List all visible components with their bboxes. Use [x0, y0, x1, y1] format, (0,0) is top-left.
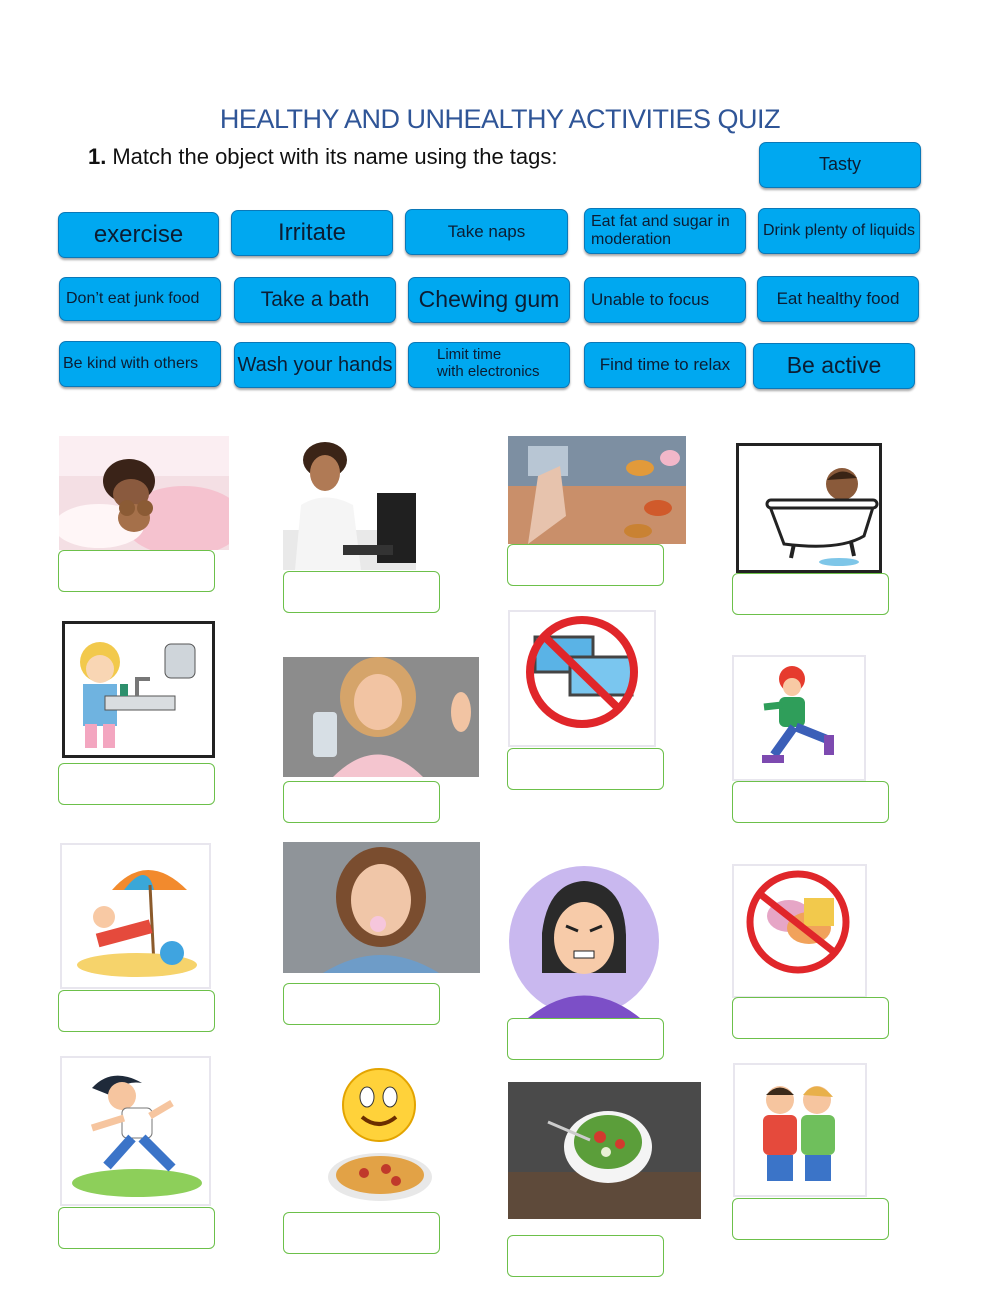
tag-dont-eat-junk[interactable]: Don’t eat junk food	[59, 277, 221, 321]
tag-take-bath[interactable]: Take a bath	[234, 277, 396, 323]
tag-unable-focus[interactable]: Unable to focus	[584, 277, 746, 323]
emoji-with-pizza-image	[324, 1065, 440, 1205]
girl-blowing-gum-image	[283, 842, 480, 973]
tag-eat-fat-line1: Eat fat and sugar in	[591, 213, 730, 230]
tag-exercise[interactable]: exercise	[58, 212, 219, 258]
answer-box-4[interactable]	[732, 573, 889, 615]
kids-hugging-image	[733, 1063, 867, 1197]
girl-holding-water-image	[283, 657, 479, 777]
no-junk-food-sign-image	[732, 864, 867, 998]
tag-take-naps[interactable]: Take naps	[405, 209, 568, 255]
boy-running-image	[60, 1056, 211, 1206]
answer-box-16[interactable]	[732, 1198, 889, 1240]
answer-box-2[interactable]	[283, 571, 440, 613]
refusing-junk-food-image	[508, 436, 686, 544]
tag-eat-fat-sugar[interactable]	[584, 208, 746, 254]
answer-box-3[interactable]	[507, 544, 664, 586]
answer-box-10[interactable]	[283, 983, 440, 1025]
answer-box-5[interactable]	[58, 763, 215, 805]
no-screens-sign-image	[508, 610, 656, 747]
child-relaxing-at-beach-image	[60, 843, 211, 989]
bored-woman-at-computer-image	[283, 435, 416, 570]
question-number: 1.	[88, 144, 107, 169]
tag-eat-healthy[interactable]: Eat healthy food	[757, 276, 919, 322]
tag-drink-liquids[interactable]: Drink plenty of liquids	[758, 208, 920, 254]
tag-irritate[interactable]: Irritate	[231, 210, 393, 256]
answer-box-15[interactable]	[507, 1235, 664, 1277]
tag-eat-fat-line2: moderation	[591, 230, 672, 248]
tag-wash-hands[interactable]: Wash your hands	[234, 342, 396, 388]
child-roller-skating-image	[732, 655, 866, 781]
tag-limit-line2: with electronics	[437, 362, 540, 380]
bowl-of-salad-image	[508, 1082, 701, 1219]
answer-box-8[interactable]	[732, 781, 889, 823]
child-in-bathtub-image	[736, 443, 882, 573]
tag-be-kind[interactable]: Be kind with others	[59, 341, 221, 387]
page-title: HEALTHY AND UNHEALTHY ACTIVITIES QUIZ	[219, 104, 781, 134]
tag-chewing-gum[interactable]: Chewing gum	[408, 277, 570, 323]
child-washing-hands-image	[62, 621, 215, 758]
answer-box-14[interactable]	[283, 1212, 440, 1254]
answer-box-11[interactable]	[507, 1018, 664, 1060]
answer-box-13[interactable]	[58, 1207, 215, 1249]
tag-find-time-relax[interactable]: Find time to relax	[584, 342, 746, 388]
tag-tasty[interactable]: Tasty	[759, 142, 921, 188]
instruction	[88, 144, 557, 170]
answer-box-1[interactable]	[58, 550, 215, 592]
answer-box-12[interactable]	[732, 997, 889, 1039]
tag-limit-electronics[interactable]	[408, 342, 570, 388]
angry-girl-avatar-image	[508, 863, 660, 1018]
sleeping-child-image	[59, 436, 229, 550]
answer-box-9[interactable]	[58, 990, 215, 1032]
tag-be-active[interactable]: Be active	[753, 343, 915, 389]
answer-box-7[interactable]	[507, 748, 664, 790]
instruction-text: Match the object with its name using the tags:	[112, 144, 558, 169]
tag-limit-line1: Limit time	[437, 346, 502, 363]
answer-box-6[interactable]	[283, 781, 440, 823]
